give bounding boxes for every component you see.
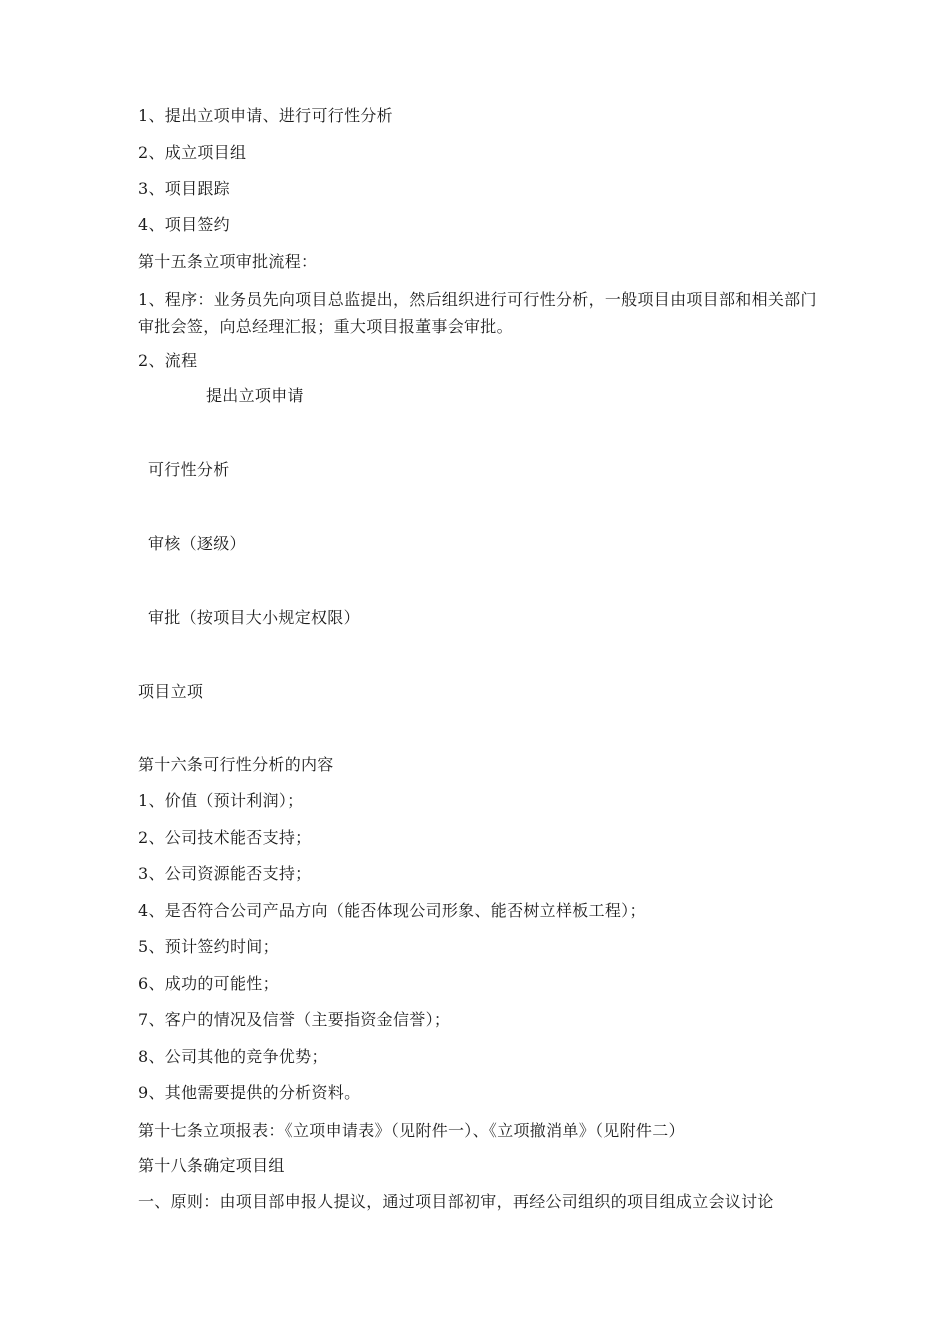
flow-step-established: 项目立项 — [138, 682, 204, 701]
feasibility-item: 3、公司资源能否支持； — [138, 864, 312, 883]
feasibility-item: 4、是否符合公司产品方向（能否体现公司形象、能否树立样板工程）； — [138, 901, 646, 920]
feasibility-item: 9、其他需要提供的分析资料。 — [138, 1083, 361, 1102]
feasibility-item: 7、客户的情况及信誉（主要指资金信誉）； — [138, 1010, 451, 1029]
feasibility-item: 2、公司技术能否支持； — [138, 828, 312, 847]
article-15-title: 第十五条立项审批流程： — [138, 252, 318, 271]
article-16-title: 第十六条可行性分析的内容 — [138, 755, 334, 774]
article-18-title: 第十八条确定项目组 — [138, 1156, 285, 1175]
flow-step-feasibility: 可行性分析 — [148, 460, 230, 479]
step-item: 2、成立项目组 — [138, 143, 247, 162]
feasibility-item: 6、成功的可能性； — [138, 974, 279, 993]
article-17-title: 第十七条立项报表：《立项申请表》（见附件一）、《立项撤消单》（见附件二） — [138, 1121, 685, 1140]
feasibility-item: 1、价值（预计利润）； — [138, 791, 304, 810]
step-item: 1、提出立项申请、进行可行性分析 — [138, 106, 393, 125]
flow-step-review: 审核（逐级） — [148, 534, 246, 553]
flow-step-apply: 提出立项申请 — [206, 386, 304, 405]
feasibility-item: 5、预计签约时间； — [138, 937, 279, 956]
article-18-principle: 一、原则：由项目部申报人提议，通过项目部初审，再经公司组织的项目组成立会议讨论 — [138, 1192, 774, 1211]
article-15-procedure: 1、程序：业务员先向项目总监提出，然后组织进行可行性分析，一般项目由项目部和相关部门审批会签，向总经理汇报；重大项目报董事会审批。 — [138, 290, 817, 336]
feasibility-item: 8、公司其他的竞争优势； — [138, 1047, 328, 1066]
flow-step-approve: 审批（按项目大小规定权限） — [148, 608, 360, 627]
step-item: 4、项目签约 — [138, 215, 230, 234]
article-15-flow-label: 2、流程 — [138, 351, 198, 370]
step-item: 3、项目跟踪 — [138, 179, 230, 198]
